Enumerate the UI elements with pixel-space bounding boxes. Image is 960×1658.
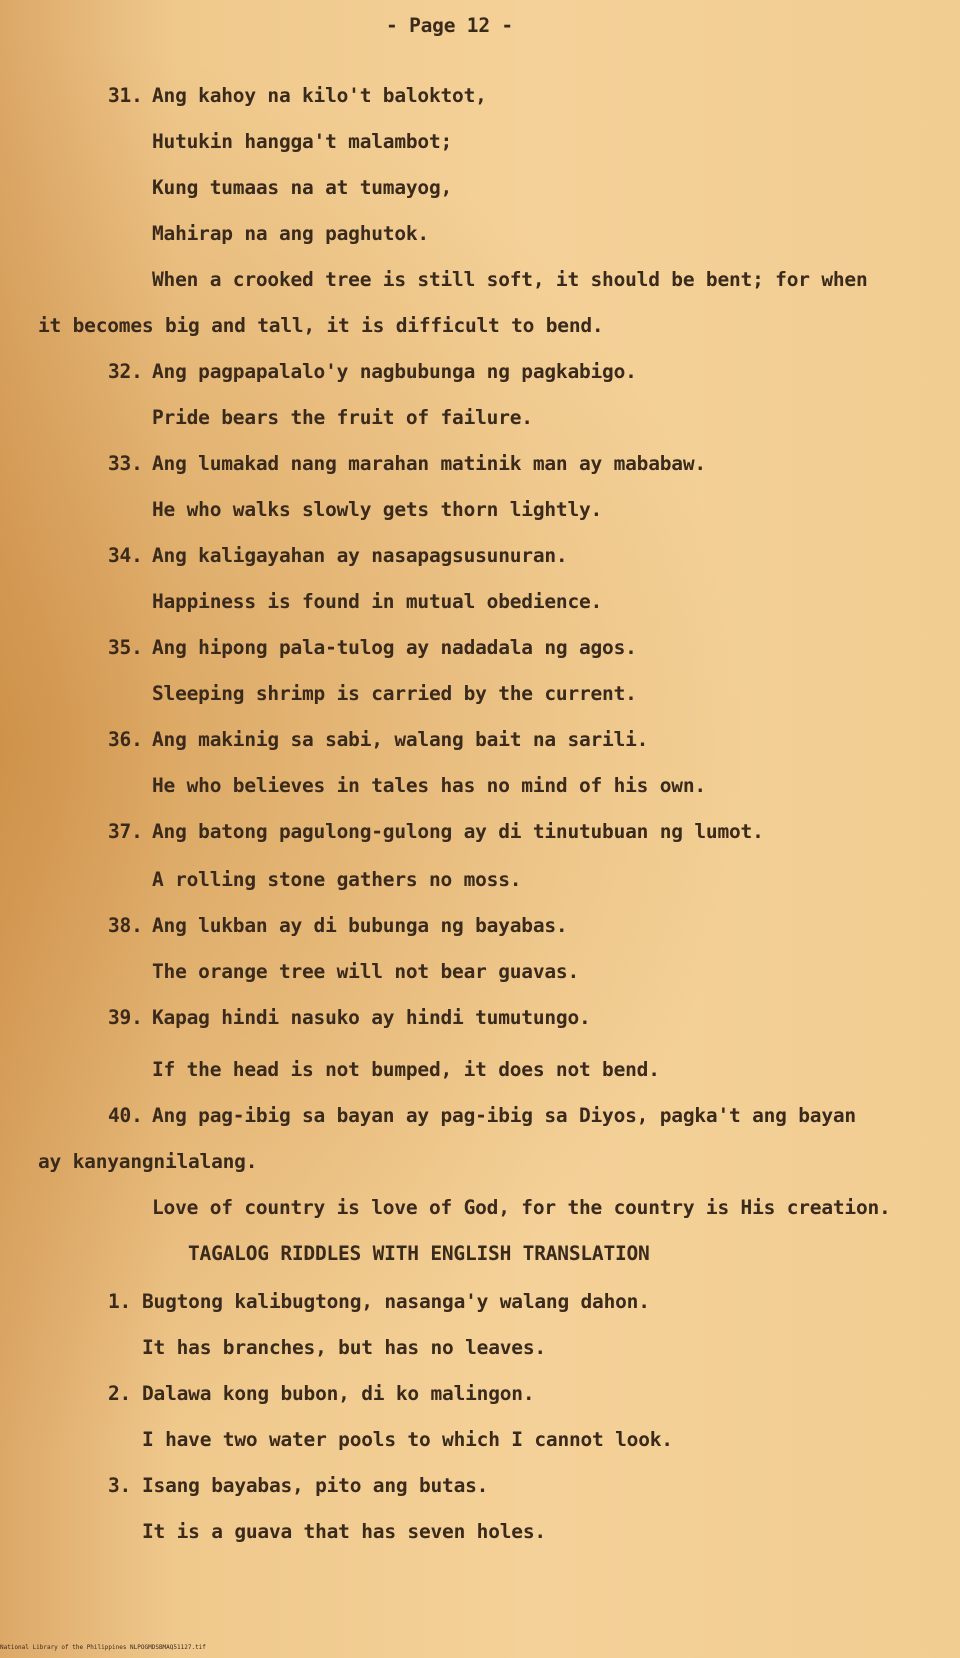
proverb-34-translation: Happiness is found in mutual obedience. xyxy=(152,590,603,613)
riddle-number: 1. xyxy=(108,1290,132,1313)
riddle-2 xyxy=(108,1382,534,1406)
proverb-31-translation-2: it becomes big and tall, it is difficult to bend. xyxy=(38,314,604,337)
proverb-text: Ang lukban ay di bubunga ng bayabas. xyxy=(152,914,568,937)
proverb-36-translation: He who believes in tales has no mind of his own. xyxy=(152,774,706,797)
proverb-number: 32. xyxy=(108,360,143,383)
proverb-31-line-2: Hutukin hangga't malambot; xyxy=(152,130,453,153)
riddle-number: 2. xyxy=(108,1382,132,1405)
proverb-number: 40. xyxy=(108,1104,143,1127)
proverb-32 xyxy=(108,360,637,384)
proverb-number: 37. xyxy=(108,820,143,843)
riddles-heading: TAGALOG RIDDLES WITH ENGLISH TRANSLATION xyxy=(188,1242,650,1265)
riddle-text: Bugtong kalibugtong, nasanga'y walang dahon. xyxy=(142,1290,650,1313)
riddle-text: Isang bayabas, pito ang butas. xyxy=(142,1474,489,1497)
proverb-40-line-2: ay kanyangnilalang. xyxy=(38,1150,258,1173)
proverb-text: Ang kahoy na kilo't baloktot, xyxy=(152,84,487,107)
proverb-number: 36. xyxy=(108,728,143,751)
proverb-number: 33. xyxy=(108,452,143,475)
proverb-31-translation-1: When a crooked tree is still soft, it should be bent; for when xyxy=(152,268,868,291)
riddle-3 xyxy=(108,1474,488,1498)
riddle-2-translation: I have two water pools to which I cannot look. xyxy=(142,1428,673,1451)
proverb-31-line-4: Mahirap na ang paghutok. xyxy=(152,222,429,245)
proverb-40-line-1 xyxy=(108,1104,856,1128)
proverb-37-translation: A rolling stone gathers no moss. xyxy=(152,868,522,891)
proverb-33-translation: He who walks slowly gets thorn lightly. xyxy=(152,498,603,521)
proverb-number: 38. xyxy=(108,914,143,937)
proverb-text: Ang pagpapalalo'y nagbubunga ng pagkabigo. xyxy=(152,360,637,383)
proverb-39 xyxy=(108,1006,591,1030)
proverb-number: 31. xyxy=(108,84,143,107)
proverb-37 xyxy=(108,820,764,844)
riddle-number: 3. xyxy=(108,1474,132,1497)
riddle-3-translation: It is a guava that has seven holes. xyxy=(142,1520,546,1543)
page-header: - Page 12 - xyxy=(386,14,513,37)
proverb-34 xyxy=(108,544,567,568)
proverb-text: Ang lumakad nang marahan matinik man ay mababaw. xyxy=(152,452,706,475)
proverb-38 xyxy=(108,914,567,938)
proverb-number: 39. xyxy=(108,1006,143,1029)
proverb-number: 34. xyxy=(108,544,143,567)
proverb-35 xyxy=(108,636,637,660)
proverb-text: Ang kaligayahan ay nasapagsusunuran. xyxy=(152,544,568,567)
proverb-33 xyxy=(108,452,706,476)
proverb-text: Ang hipong pala-tulog ay nadadala ng agos. xyxy=(152,636,637,659)
proverb-text: Ang makinig sa sabi, walang bait na sarili. xyxy=(152,728,649,751)
riddle-1-translation: It has branches, but has no leaves. xyxy=(142,1336,546,1359)
proverb-text: Ang pag-ibig sa bayan ay pag-ibig sa Diyos, pagka't ang bayan xyxy=(152,1104,856,1127)
riddle-text: Dalawa kong bubon, di ko malingon. xyxy=(142,1382,535,1405)
proverb-31-line-1 xyxy=(108,84,487,108)
proverb-number: 35. xyxy=(108,636,143,659)
proverb-38-translation: The orange tree will not bear guavas. xyxy=(152,960,579,983)
proverb-text: Ang batong pagulong-gulong ay di tinutubuan ng lumot. xyxy=(152,820,764,843)
proverb-36 xyxy=(108,728,648,752)
proverb-40-translation: Love of country is love of God, for the country is His creation. xyxy=(152,1196,891,1219)
scan-footer: National Library of the Philippines NLPOGMDSBMAQ51127.tif xyxy=(0,1644,206,1651)
proverb-text: Kapag hindi nasuko ay hindi tumutungo. xyxy=(152,1006,591,1029)
riddle-1 xyxy=(108,1290,650,1314)
proverb-31-line-3: Kung tumaas na at tumayog, xyxy=(152,176,453,199)
proverb-35-translation: Sleeping shrimp is carried by the current. xyxy=(152,682,637,705)
proverb-39-translation: If the head is not bumped, it does not bend. xyxy=(152,1058,660,1081)
proverb-32-translation: Pride bears the fruit of failure. xyxy=(152,406,533,429)
